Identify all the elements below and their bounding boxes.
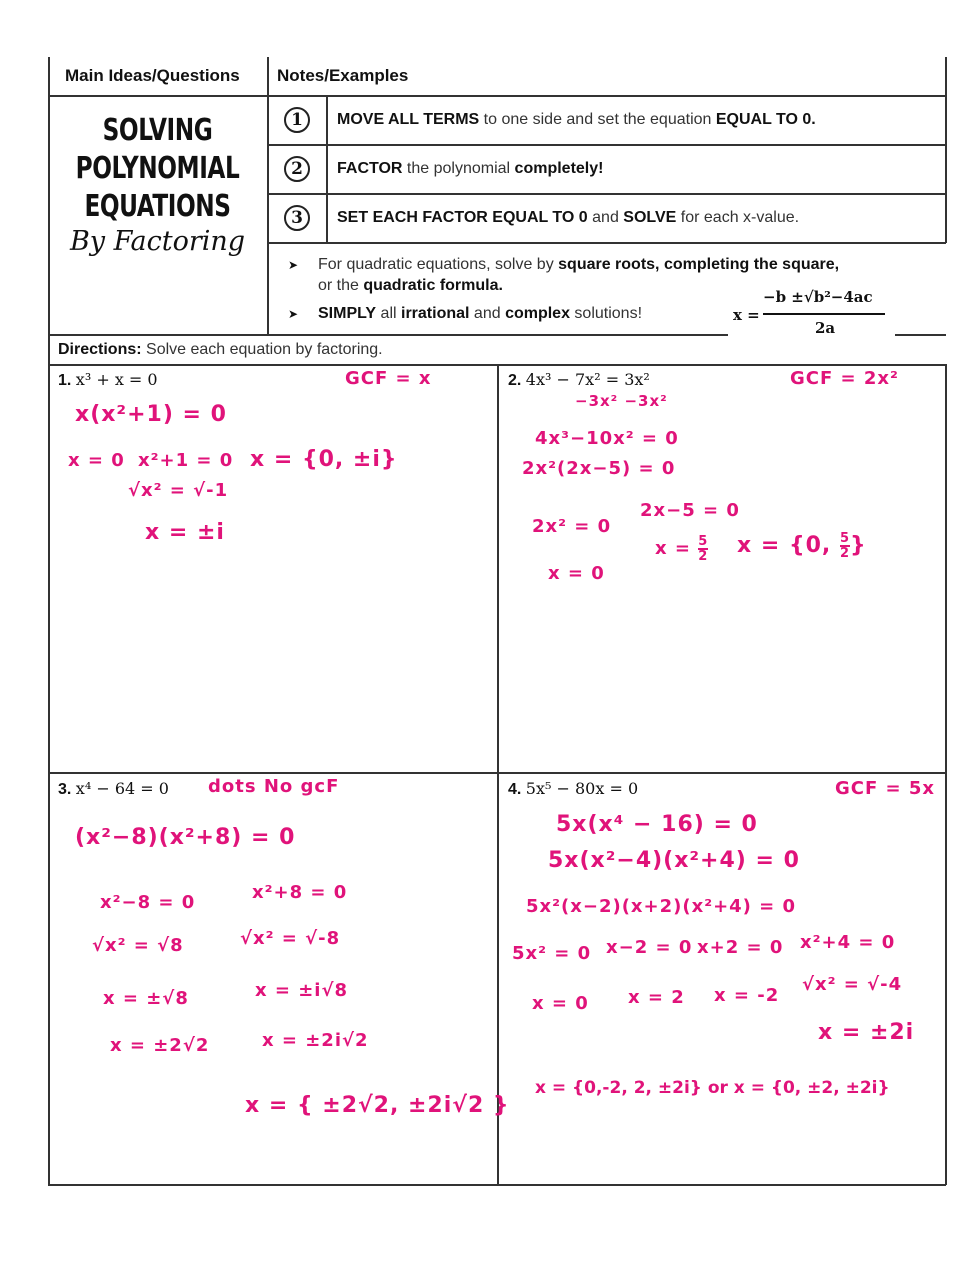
bullet1-arrow: ➤ bbox=[288, 258, 299, 272]
title-line2: POLYNOMIAL bbox=[75, 151, 240, 186]
step2-bottom-line bbox=[267, 193, 946, 195]
p4-line4a: 5x² = 0 bbox=[512, 943, 592, 964]
p1-line3: √x² = √-1 bbox=[128, 480, 229, 501]
problem-1: 1. x³ + x = 0 bbox=[58, 370, 158, 389]
mid-vline bbox=[497, 364, 499, 1185]
step3-text: SET EACH FACTOR EQUAL TO 0 and SOLVE for each x-value. bbox=[337, 209, 800, 226]
p4-line4c: x+2 = 0 bbox=[697, 937, 784, 958]
p4-line5d: √x² = √-4 bbox=[802, 974, 903, 995]
step2-text: FACTOR the polynomial completely! bbox=[337, 160, 604, 177]
problem-2: 2. 4x³ − 7x² = 3x² bbox=[508, 370, 650, 389]
p2-line4a: x = $\frac{5}{2}$ bbox=[655, 534, 709, 564]
p2-line4b: x = {0, $\frac{5}{2}$ } bbox=[737, 531, 867, 561]
p2-frac-5-2: $\frac{5}{2}$ bbox=[698, 534, 709, 564]
directions: Directions: Solve each equation by factoring. bbox=[58, 341, 383, 358]
p2-subtract: −3x² −3x² bbox=[575, 392, 668, 410]
header-divider-vline bbox=[267, 57, 269, 334]
notes-bottom-line-right bbox=[895, 334, 946, 336]
p2-gcf: GCF = 2x² bbox=[790, 368, 899, 389]
p4-line1: 5x(x⁴ − 16) = 0 bbox=[556, 812, 758, 837]
problem-3: 3. x⁴ − 64 = 0 bbox=[58, 779, 169, 798]
header-bottom-line bbox=[48, 95, 946, 97]
step3-bottom-line bbox=[267, 242, 946, 244]
steps-right-vline bbox=[945, 95, 947, 243]
step1-text: MOVE ALL TERMS to one side and set the equation EQUAL TO 0. bbox=[337, 111, 816, 128]
p2-line3a: 2x² = 0 bbox=[532, 516, 612, 537]
step2-number-circle: 2 bbox=[284, 156, 310, 182]
title-block bbox=[48, 112, 267, 257]
title-subtitle: By Factoring bbox=[69, 226, 246, 257]
title-line1: SOLVING bbox=[102, 113, 213, 148]
header-right: Notes/Examples bbox=[277, 66, 409, 85]
formula-denominator: 2a bbox=[815, 319, 836, 337]
p3-line5a: x = ±2√2 bbox=[110, 1035, 210, 1056]
p3-line4a: x = ±√8 bbox=[103, 988, 189, 1009]
step3-number-circle: 3 bbox=[284, 205, 310, 231]
p2-line2: 2x²(2x−5) = 0 bbox=[522, 458, 676, 479]
p3-line5b: x = ±2i√2 bbox=[262, 1030, 369, 1051]
p3-line3a: √x² = √8 bbox=[92, 935, 184, 956]
p2-line1: 4x³−10x² = 0 bbox=[535, 428, 679, 449]
header-left: Main Ideas/Questions bbox=[65, 66, 240, 85]
right-vline-top bbox=[945, 57, 947, 95]
p1-line4: x = ±i bbox=[145, 520, 225, 545]
p2-line5: x = 0 bbox=[548, 563, 605, 584]
p3-note: dots No gcF bbox=[208, 776, 340, 797]
p4-line4b: x−2 = 0 bbox=[606, 937, 693, 958]
p4-line4d: x²+4 = 0 bbox=[800, 932, 896, 953]
formula-bar bbox=[763, 313, 885, 315]
formula-lhs: x = bbox=[733, 306, 760, 324]
p1-line2c: x = {0, ±i} bbox=[250, 447, 398, 472]
p4-gcf: GCF = 5x bbox=[835, 778, 936, 799]
step1-bottom-line bbox=[267, 144, 946, 146]
p4-line2: 5x(x²−4)(x²+4) = 0 bbox=[548, 848, 800, 873]
p3-line4b: x = ±i√8 bbox=[255, 980, 349, 1001]
circle-col-vline bbox=[326, 95, 328, 243]
p1-line2a: x = 0 bbox=[68, 450, 125, 471]
p4-line3: 5x²(x−2)(x+2)(x²+4) = 0 bbox=[526, 896, 797, 917]
problem-4: 4. 5x⁵ − 80x = 0 bbox=[508, 779, 639, 798]
p3-line2b: x²+8 = 0 bbox=[252, 882, 348, 903]
title-line3: EQUATIONS bbox=[84, 189, 231, 224]
bottom-hline bbox=[48, 1184, 946, 1186]
p4-line7: x = {0,-2, 2, ±2i} or x = {0, ±2, ±2i} bbox=[535, 1078, 890, 1098]
p4-line5b: x = 2 bbox=[628, 987, 685, 1008]
right-vline-bottom bbox=[945, 364, 947, 1185]
bullet2-line: SIMPLY all irrational and complex solutions! bbox=[318, 305, 643, 322]
bullet2-arrow: ➤ bbox=[288, 307, 299, 321]
p3-line2a: x²−8 = 0 bbox=[100, 892, 196, 913]
p4-line6: x = ±2i bbox=[818, 1020, 915, 1045]
p4-line5c: x = -2 bbox=[714, 985, 780, 1006]
p1-line2b: x²+1 = 0 bbox=[138, 450, 234, 471]
p4-line5a: x = 0 bbox=[532, 993, 589, 1014]
bullet1-line1: For quadratic equations, solve by square roots, completing the square, bbox=[318, 256, 840, 273]
p3-line3b: √x² = √-8 bbox=[240, 928, 341, 949]
notes-bottom-line-left bbox=[48, 334, 728, 336]
bullet1-line2: or the quadratic formula. bbox=[318, 277, 503, 294]
p3-line6: x = { ±2√2, ±2i√2 } bbox=[245, 1093, 510, 1118]
p3-line1: (x²−8)(x²+8) = 0 bbox=[75, 825, 296, 850]
p1-line1: x(x²+1) = 0 bbox=[75, 402, 227, 427]
p2-line3b: 2x−5 = 0 bbox=[640, 500, 740, 521]
p2-frac-5-2-set: $\frac{5}{2}$ bbox=[839, 531, 850, 561]
p1-gcf: GCF = x bbox=[345, 368, 432, 389]
step1-number-circle: 1 bbox=[284, 107, 310, 133]
mid-hline bbox=[48, 772, 946, 774]
formula-numerator: −b ±√b²−4ac bbox=[763, 288, 873, 306]
